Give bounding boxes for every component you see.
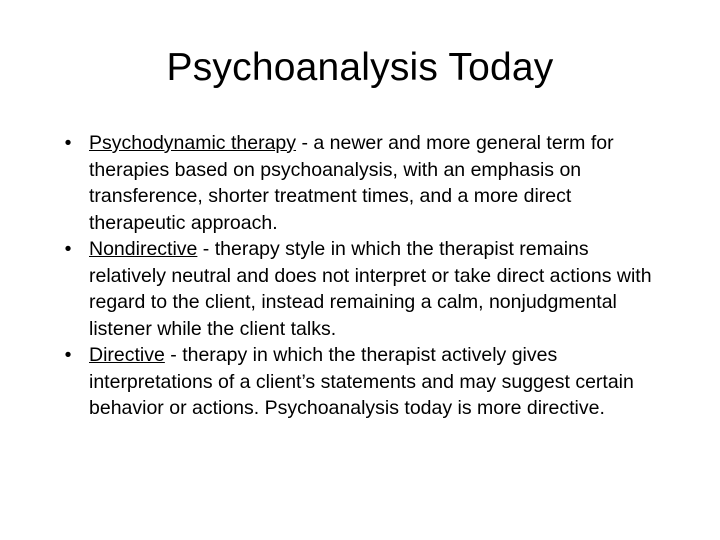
bullet-item-psychodynamic-therapy (58, 130, 658, 236)
bullet-list (58, 130, 658, 422)
bullet-item-directive (58, 342, 658, 422)
definition-directive: - therapy in which the therapist actively gives interpretations of a client’s statements and may suggest certain behavior or actions. Psychoanalysis today is more directive. (89, 344, 634, 419)
definition-psychodynamic-therapy: - a newer and more general term for therapies based on psychoanalysis, with an emphasis on transference, shorter treatment times, and a more direct therapeutic approach. (89, 132, 614, 234)
term-psychodynamic-therapy: Psychodynamic therapy (89, 132, 297, 154)
definition-nondirective: - therapy style in which the therapist remains relatively neutral and does not interpret or take direct actions with regard to the client, instead remaining a calm, nonjudgmental listener while the client talks. (89, 238, 652, 340)
bullet-dot-icon: • (64, 344, 72, 366)
term-nondirective: Nondirective (89, 238, 198, 260)
term-directive: Directive (89, 344, 165, 366)
bullet-dot-icon: • (64, 132, 72, 154)
slide-title: Psychoanalysis Today (166, 46, 554, 89)
bullet-item-nondirective (58, 236, 658, 342)
bullet-dot-icon: • (64, 238, 72, 260)
